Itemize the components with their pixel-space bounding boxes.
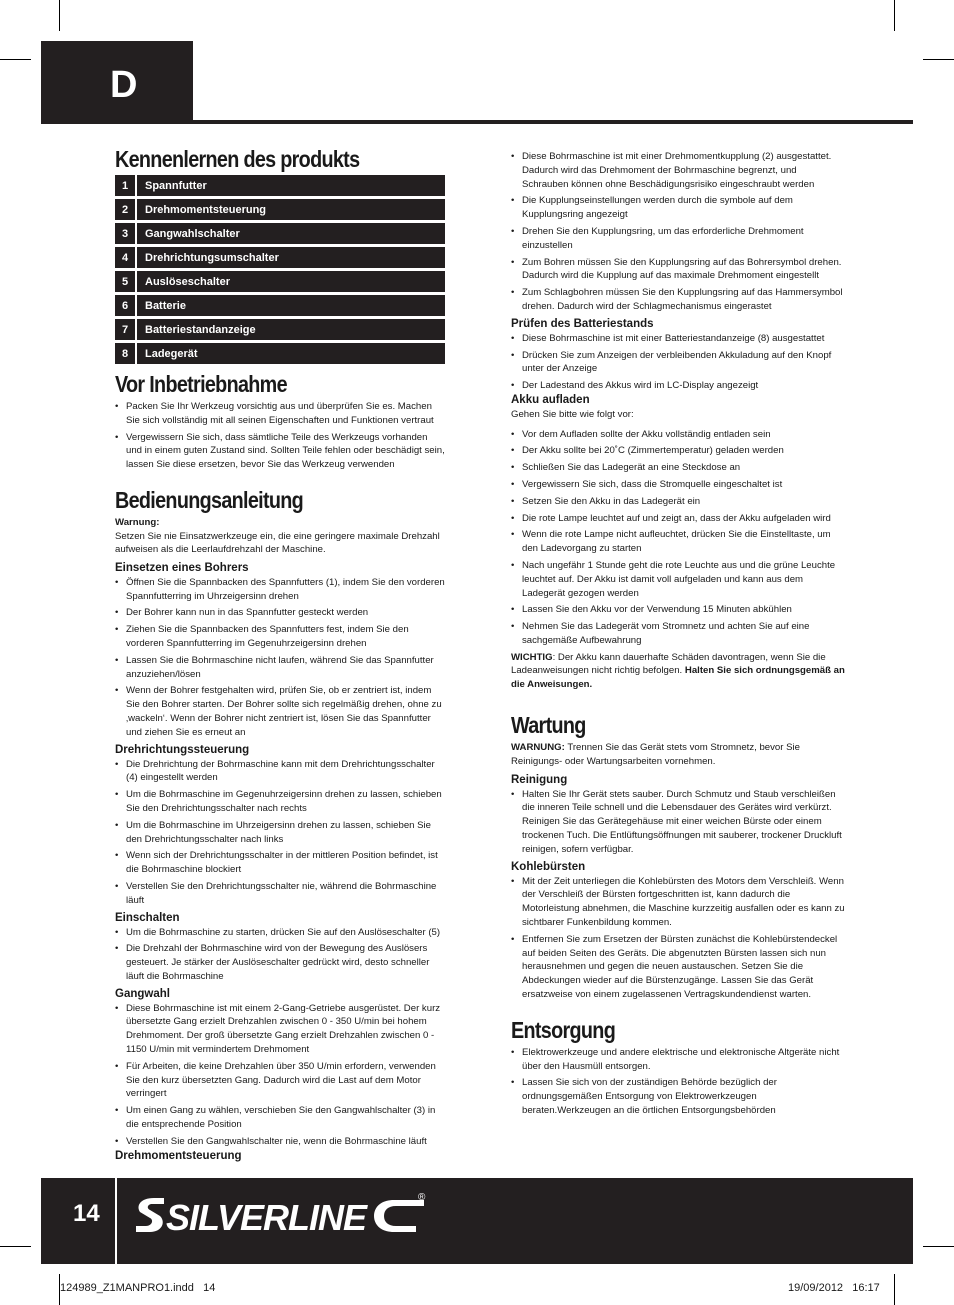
list-item: • Wenn sich der Drehrichtungsschalter in der mittleren Position befindet, ist die Bohrmaschine blockiert bbox=[115, 849, 445, 877]
part-number: 7 bbox=[115, 319, 135, 340]
bit-list bbox=[115, 576, 445, 740]
list-item: • Zum Bohren müssen Sie den Kupplungsring auf das Bohrersymbol drehen. Dadurch wird die Kupplung auf das maximale Drehmoment eingestellt bbox=[511, 256, 845, 284]
brushes-heading: Kohlebürsten bbox=[511, 860, 586, 873]
registered-mark: ® bbox=[418, 1192, 426, 1203]
parts-list bbox=[115, 175, 445, 364]
list-item: • Um die Bohrmaschine zu starten, drücken Sie auf den Auslöseschalter (5) bbox=[115, 926, 445, 940]
part-number: 2 bbox=[115, 199, 135, 220]
list-item: • Setzen Sie den Akku in das Ladegerät ein bbox=[511, 495, 845, 509]
before-use-heading: Vor Inbetriebnahme bbox=[115, 371, 287, 397]
switch-list bbox=[115, 926, 445, 984]
list-item: • Entfernen Sie zum Ersetzen der Bürsten zunächst die Kohlebürstendeckel auf beiden Seiten des Geräts. Die abgenutzten Bürsten lassen sich nun herausnehmen und gegen die neuen austauschen. Setzen Sie die Abdeckungen wieder auf die Bürstenzugänge. Lassen Sie das Gerät ersatzweise von einem zugelassenen Vertragskundendienst warten. bbox=[511, 933, 845, 1002]
list-item: • Um die Bohrmaschine im Uhrzeigersinn drehen zu lassen, schieben Sie den Drehrichtungsschalter nach links bbox=[115, 819, 445, 847]
direction-list bbox=[115, 758, 445, 908]
list-item: • Der Ladestand des Akkus wird im LC-Display angezeigt bbox=[511, 379, 845, 393]
crop-mark bbox=[0, 59, 31, 60]
list-item: • Der Akku sollte bei 20˚C (Zimmertemperatur) geladen werden bbox=[511, 444, 845, 458]
part-number: 1 bbox=[115, 175, 135, 196]
section-letter: D bbox=[110, 64, 138, 106]
part-row bbox=[115, 343, 445, 364]
list-item: • Für Arbeiten, die keine Drehzahlen über 350 U/min erfordern, verwenden Sie den kurz übersetzten Gang. Dadurch wird die Last auf dem Motor verringert bbox=[115, 1060, 445, 1101]
list-item: • Die rote Lampe leuchtet auf und zeigt an, dass der Akku aufgeladen wird bbox=[511, 512, 845, 526]
file-info: 124989_Z1MANPRO1.indd 14 bbox=[60, 1282, 216, 1294]
part-row bbox=[115, 319, 445, 340]
bit-heading: Einsetzen eines Bohrers bbox=[115, 561, 249, 574]
part-label: Drehrichtungsumschalter bbox=[137, 247, 445, 268]
part-row bbox=[115, 247, 445, 268]
disposal-list bbox=[511, 1046, 845, 1118]
list-item: • Wenn die rote Lampe nicht aufleuchtet, drücken Sie die Einstelltaste, um den Ladevorgang zu starten bbox=[511, 528, 845, 556]
part-number: 6 bbox=[115, 295, 135, 316]
warning-label: Warnung: bbox=[115, 516, 160, 528]
part-label: Drehmomentsteuerung bbox=[137, 199, 445, 220]
battery-check-heading: Prüfen des Batteriestands bbox=[511, 317, 654, 330]
list-item: • Drücken Sie zum Anzeigen der verbleibenden Akkuladung auf den Knopf unter der Anzeige bbox=[511, 349, 845, 377]
list-item: • Diese Bohrmaschine ist mit einer Batteriestandanzeige (8) ausgestattet bbox=[511, 332, 845, 346]
part-label: Gangwahlschalter bbox=[137, 223, 445, 244]
list-item: • Drehen Sie den Kupplungsring, um das erforderliche Drehmoment einzustellen bbox=[511, 225, 845, 253]
torque-heading: Drehmomentsteuerung bbox=[115, 1149, 242, 1162]
direction-heading: Drehrichtungssteuerung bbox=[115, 743, 250, 756]
gear-list bbox=[115, 1002, 445, 1149]
part-row bbox=[115, 175, 445, 196]
list-item: • Vergewissern Sie sich, dass die Stromquelle eingeschaltet ist bbox=[511, 478, 845, 492]
crop-mark bbox=[923, 59, 954, 60]
crop-mark bbox=[894, 0, 895, 31]
maintenance-label: WARNUNG: bbox=[511, 742, 565, 754]
part-row bbox=[115, 199, 445, 220]
disposal-heading: Entsorgung bbox=[511, 1016, 616, 1043]
part-number: 5 bbox=[115, 271, 135, 292]
manual-heading: Bedienungsanleitung bbox=[115, 486, 304, 513]
list-item: • Lassen Sie sich von der zuständigen Behörde bezüglich der ordnungsgemäßen Entsorgung von Elektrowerkzeugen beraten.Werkzeugen an die örtlichen Entsorgungsbehörden bbox=[511, 1076, 845, 1117]
caution-label: WICHTIG bbox=[511, 651, 553, 663]
list-item: • Lassen Sie die Bohrmaschine nicht laufen, während Sie das Spannfutter anzuziehen/lösen bbox=[115, 654, 445, 682]
list-item: • Die Kupplungseinstellungen werden durch die symbole auf dem Kupplungsring angezeigt bbox=[511, 194, 845, 222]
list-item: • Lassen Sie den Akku vor der Verwendung 15 Minuten abkühlen bbox=[511, 603, 845, 617]
list-item: • Um die Bohrmaschine im Gegenuhrzeigersinn drehen zu lassen, schieben Sie den Drehrichtungsschalter nach rechts bbox=[115, 788, 445, 816]
crop-mark bbox=[894, 1274, 895, 1305]
maintenance-heading: Wartung bbox=[511, 712, 586, 739]
battery-check-list bbox=[511, 332, 845, 393]
list-item: • Der Bohrer kann nun in das Spannfutter gesteckt werden bbox=[115, 606, 445, 620]
before-use-list bbox=[115, 400, 445, 472]
list-item: • Vergewissern Sie sich, dass sämtliche Teile des Werkzeugs vorhanden und in einem guten Zustand sind. Sollten Teile fehlen oder beschädigt sein, lassen Sie diese ersetzen, bevor Sie das Werkzeug verwenden bbox=[115, 431, 445, 472]
list-item: • Elektrowerkzeuge und andere elektrische und elektronische Altgeräte nicht über den Hausmüll entsorgen. bbox=[511, 1046, 845, 1074]
part-number: 8 bbox=[115, 343, 135, 364]
caution-text: : Der Akku kann dauerhafte Schäden davontragen, wenn Sie die Ladeanweisungen nicht richtig befolgen. bbox=[511, 651, 826, 677]
charge-intro: Gehen Sie bitte wie folgt vor: bbox=[511, 408, 634, 420]
caution-paragraph bbox=[511, 651, 845, 692]
list-item: • Verstellen Sie den Gangwahlschalter nie, wenn die Bohrmaschine läuft bbox=[115, 1135, 445, 1149]
part-label: Batteriestandanzeige bbox=[137, 319, 445, 340]
charge-list bbox=[511, 428, 845, 648]
list-item: • Nach ungefähr 1 Stunde geht die rote Leuchte aus und die grüne Leuchte leuchtet auf. Der Akku ist damit voll aufgeladen und kann aus dem Ladegerät gezogen werden bbox=[511, 559, 845, 600]
maintenance-text: Trennen Sie das Gerät stets vom Stromnetz, bevor Sie Reinigungs- oder Wartungsarbeiten vornehmen. bbox=[511, 742, 800, 768]
warning-paragraph bbox=[115, 516, 445, 557]
footer-divider bbox=[115, 1178, 117, 1264]
list-item: • Verstellen Sie den Drehrichtungsschalter nie, während die Bohrmaschine läuft bbox=[115, 880, 445, 908]
brand-text: SILVERLINE bbox=[166, 1197, 367, 1238]
list-item: • Die Drehrichtung der Bohrmaschine kann mit dem Drehrichtungsschalter (4) eingestellt werden bbox=[115, 758, 445, 786]
cleaning-heading: Reinigung bbox=[511, 773, 568, 786]
silverline-logo-graphic bbox=[132, 1186, 432, 1242]
header-rule bbox=[41, 120, 913, 124]
gear-heading: Gangwahl bbox=[115, 987, 170, 1000]
list-item: • Packen Sie Ihr Werkzeug vorsichtig aus und überprüfen Sie es. Machen Sie sich vollständig mit all seinen Eigenschaften und Funktionen vertraut bbox=[115, 400, 445, 428]
list-item: • Schließen Sie das Ladegerät an eine Steckdose an bbox=[511, 461, 845, 475]
part-row bbox=[115, 271, 445, 292]
list-item: • Öffnen Sie die Spannbacken des Spannfutters (1), indem Sie den vorderen Spannfutterring im Uhrzeigersinn drehen bbox=[115, 576, 445, 604]
part-number: 3 bbox=[115, 223, 135, 244]
silverline-logo bbox=[132, 1186, 432, 1247]
list-item: • Mit der Zeit unterliegen die Kohlebürsten des Motors dem Verschleiß. Wenn der Verschleiß der Bürsten fortgeschritten ist, kann dadurch die Motorleistung abnehmen, die Maschine kurzzeitig ausfallen oder es kann zu sichtbarer Funkenbildung kommen. bbox=[511, 875, 845, 930]
list-item: • Halten Sie Ihr Gerät stets sauber. Durch Schmutz und Staub verschleißen die inneren Teile schnell und die Lebensdauer des Gerätes wird verkürzt. Reinigen Sie das Gerätegehäuse mit einer weichen Bürste oder einem trockenen Tuch. Die Entlüftungsöffnungen mit sauberer, trockener Druckluft reinigen, sofern verfügbar. bbox=[511, 788, 845, 857]
right-column bbox=[511, 150, 845, 1121]
list-item: • Vor dem Aufladen sollte der Akku vollständig entladen sein bbox=[511, 428, 845, 442]
list-item: • Wenn der Bohrer festgehalten wird, prüfen Sie, ob er zentriert ist, indem Sie den Bohrer starten. Der Bohrer sollte sich regelmäßig drehen, ohne zu ‚wackeln‘. Wenn der Bohrer nicht zentriert ist, lösen Sie das Spannfutter und ziehen Sie es erneut an bbox=[115, 684, 445, 739]
list-item: • Die Drehzahl der Bohrmaschine wird von der Bewegung des Auslösers gesteuert. Je stärker der Auslöseschalter gedrückt wird, desto schneller läuft die Bohrmaschine bbox=[115, 942, 445, 983]
list-item: • Diese Bohrmaschine ist mit einer Drehmomentkupplung (2) ausgestattet. Dadurch wird das Drehmoment der Bohrmaschine begrenzt, und Schrauben können ohne Beschädigungsrisiko eingeschraubt werden bbox=[511, 150, 845, 191]
products-heading: Kennenlernen des produkts bbox=[115, 146, 360, 172]
maintenance-paragraph bbox=[511, 741, 845, 768]
crop-mark bbox=[923, 1246, 954, 1247]
crop-mark bbox=[59, 0, 60, 31]
brushes-list bbox=[511, 875, 845, 1002]
part-number: 4 bbox=[115, 247, 135, 268]
charge-heading: Akku aufladen bbox=[511, 393, 590, 406]
part-label: Batterie bbox=[137, 295, 445, 316]
crop-mark bbox=[0, 1246, 31, 1247]
list-item: • Zum Schlagbohren müssen Sie den Kupplungsring auf das Hammersymbol drehen. Dadurch wird der Schlagmechanismus eingerastet bbox=[511, 286, 845, 314]
cleaning-list bbox=[511, 788, 845, 857]
part-label: Auslöseschalter bbox=[137, 271, 445, 292]
warning-text: Setzen Sie nie Einsatzwerkzeuge ein, die eine geringere maximale Drehzahl aufweisen als die Leerlaufdrehzahl der Maschine. bbox=[115, 530, 440, 556]
switch-heading: Einschalten bbox=[115, 911, 180, 924]
page-number: 14 bbox=[73, 1200, 100, 1227]
part-row bbox=[115, 223, 445, 244]
list-item: • Um einen Gang zu wählen, verschieben Sie den Gangwahlschalter (3) in die entsprechende Position bbox=[115, 1104, 445, 1132]
list-item: • Nehmen Sie das Ladegerät vom Stromnetz und achten Sie auf eine sachgemäße Aufbewahrung bbox=[511, 620, 845, 648]
part-row bbox=[115, 295, 445, 316]
date-info: 19/09/2012 16:17 bbox=[788, 1282, 880, 1294]
list-item: • Diese Bohrmaschine ist mit einem 2-Gang-Getriebe ausgerüstet. Der kurz übersetzte Gang erzielt Drehzahlen zwischen 0 - 350 U/min bei hohem Drehmoment. Der groß übersetzte Gang erzielt Drehzahlen zwischen 0 - 1150 U/min mit vermindertem Drehmoment bbox=[115, 1002, 445, 1057]
torque-list bbox=[511, 150, 845, 314]
caution-bold: Halten Sie sich ordnungsgemäß an die Anweisungen. bbox=[511, 665, 845, 690]
list-item: • Ziehen Sie die Spannbacken des Spannfutters fest, indem Sie den vorderen Spannfutterring im Gegenuhrzeigersinn drehen bbox=[115, 623, 445, 651]
part-label: Ladegerät bbox=[137, 343, 445, 364]
part-label: Spannfutter bbox=[137, 175, 445, 196]
left-column bbox=[115, 145, 445, 1164]
